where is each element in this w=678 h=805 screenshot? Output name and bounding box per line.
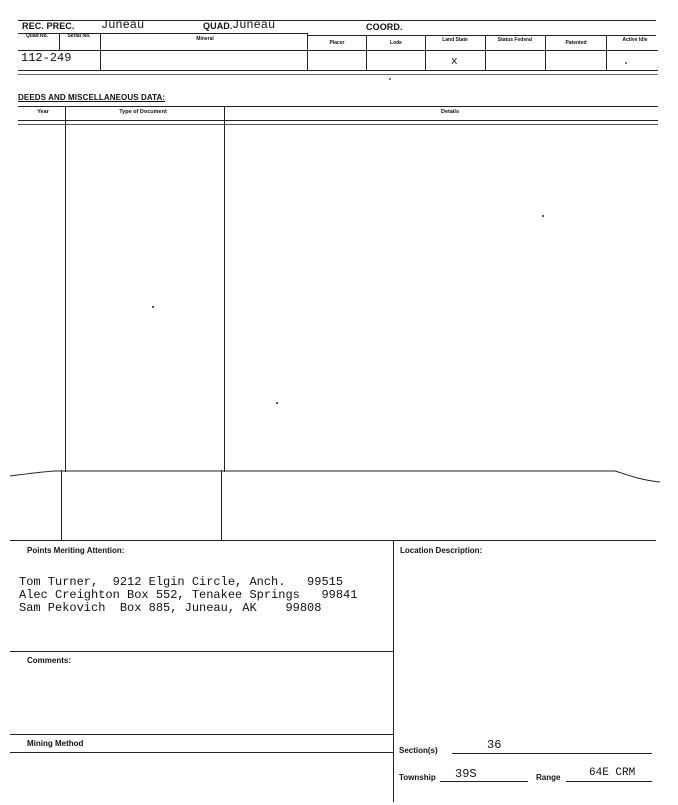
section-label: Section(s): [399, 746, 438, 755]
points-line: Sam Pekovich Box 885, Juneau, AK 99808: [19, 601, 322, 615]
header-rule-2b: [308, 35, 656, 36]
quad-label: QUAD.: [203, 21, 233, 31]
comments-rule: [10, 651, 393, 652]
header-vline-land: [425, 35, 426, 70]
deeds-col-type: Type of Document: [119, 109, 167, 115]
header-vline-placer: [307, 33, 308, 70]
points-list: [19, 576, 357, 615]
deeds-header-rule-2: [18, 124, 658, 125]
rec-prec-value: Juneau: [101, 18, 145, 32]
lower-center-divider: [393, 540, 394, 802]
header-vline-mineral: [100, 33, 101, 70]
header-rule-2: [18, 33, 308, 34]
page-seam: [0, 462, 678, 488]
township-value: 39S: [455, 767, 477, 781]
header-rule-5: [18, 74, 658, 75]
mining-method-label: Mining Method: [27, 739, 84, 748]
speck: [389, 78, 391, 80]
speck: [276, 402, 278, 404]
deeds-top-rule: [18, 106, 658, 107]
township-label: Township: [399, 773, 436, 782]
deeds-col-year: Year: [37, 109, 49, 115]
section-underline: [452, 753, 652, 754]
col-serial-no: Serial No.: [67, 33, 91, 39]
range-value: 64E CRM: [589, 767, 636, 779]
quad-serial-value: 112-249: [21, 51, 72, 65]
quad-value: Juneau: [232, 18, 276, 32]
mining-method-rule-2: [10, 752, 393, 753]
range-label: Range: [536, 773, 561, 782]
col-land-state: Land State: [442, 37, 468, 43]
comments-label: Comments:: [27, 656, 72, 665]
points-label: Points Meriting Attention:: [27, 546, 125, 555]
col-status-federal: Status Federal: [497, 37, 533, 43]
rec-prec-label: REC. PREC.: [22, 21, 75, 31]
location-label: Location Description:: [400, 546, 483, 555]
township-underline: [440, 781, 528, 782]
col-patented: Patented: [565, 40, 587, 46]
col-active-idle: Active Idle: [622, 37, 648, 43]
col-lode: Lode: [390, 40, 402, 46]
header-vline-serial: [59, 33, 60, 50]
coord-label: COORD.: [366, 22, 403, 32]
deeds-title: DEEDS AND MISCELLANEOUS DATA:: [18, 93, 166, 102]
header-vline-lode: [366, 35, 367, 70]
deeds-vline-1: [65, 106, 66, 472]
points-line: Tom Turner, 9212 Elgin Circle, Anch. 99515: [19, 575, 344, 589]
land-state-mark: x: [451, 56, 458, 68]
lower-top-rule: [10, 540, 656, 541]
points-line: Alec Creighton Box 552, Tenakee Springs 99841: [19, 588, 358, 602]
header-rule-4: [18, 70, 658, 71]
col-placer: Placer: [329, 40, 345, 46]
speck: [152, 306, 154, 308]
header-vline-patented: [545, 35, 546, 70]
col-quad-no: Quad No.: [25, 33, 49, 39]
col-mineral: Mineral: [196, 36, 214, 42]
deeds-vline-2: [224, 106, 225, 472]
range-underline: [566, 781, 652, 782]
deeds-col-details: Details: [440, 109, 460, 115]
mining-method-rule: [10, 734, 393, 735]
section-value: 36: [487, 738, 502, 752]
speck: [625, 62, 627, 64]
header-vline-active: [606, 35, 607, 70]
speck: [542, 215, 544, 217]
header-vline-status: [485, 35, 486, 70]
header-rule-3: [18, 50, 658, 51]
deeds-header-rule: [18, 120, 658, 121]
